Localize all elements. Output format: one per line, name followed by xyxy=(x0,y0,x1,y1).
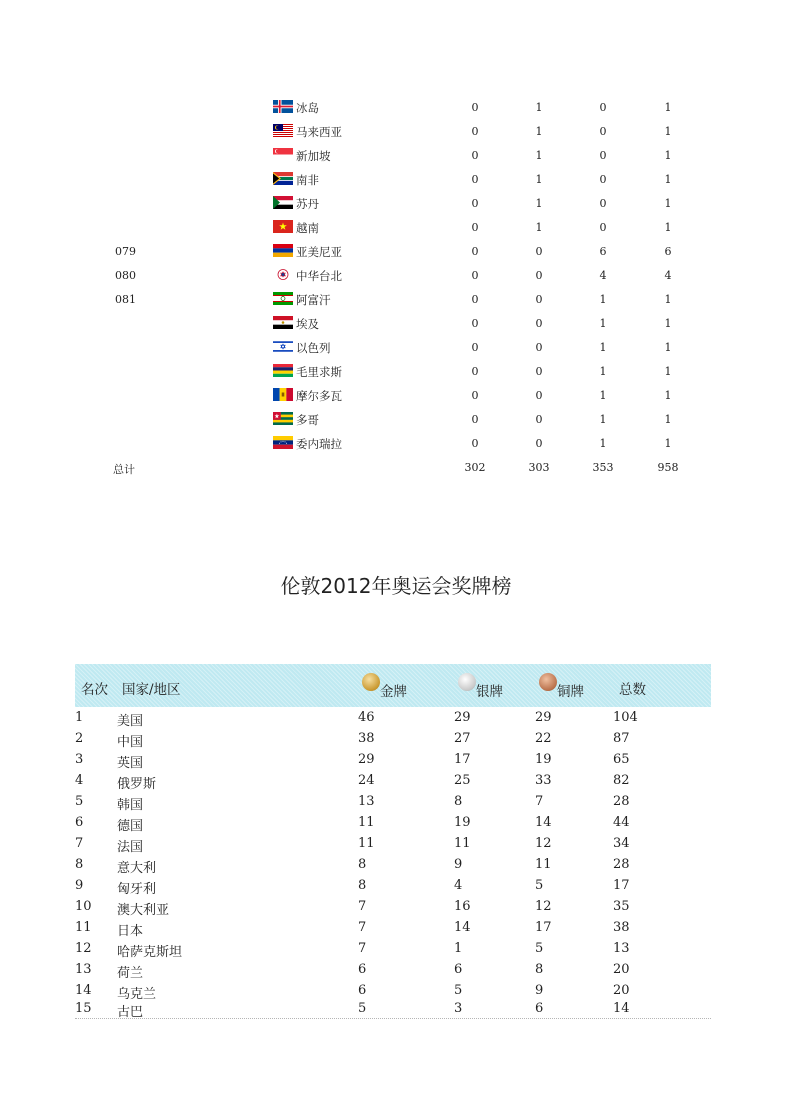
sudan-flag-icon xyxy=(273,196,293,209)
country-name: 阿富汗 xyxy=(296,293,331,307)
bronze-count: 5 xyxy=(535,941,544,956)
table-row xyxy=(0,168,792,192)
bronze-count: 29 xyxy=(535,710,552,725)
country-name: 新加坡 xyxy=(296,149,331,163)
total-count: 28 xyxy=(613,857,630,872)
rank-cell: 081 xyxy=(115,293,136,306)
table-row xyxy=(75,833,711,854)
bronze-count: 12 xyxy=(535,899,552,914)
country-name: 毛里求斯 xyxy=(296,365,342,379)
venezuela-flag-icon xyxy=(273,436,293,449)
mauritius-flag-icon xyxy=(273,364,293,377)
country-name: 委内瑞拉 xyxy=(296,437,342,451)
total-count: 20 xyxy=(613,983,630,998)
header-total: 总数 xyxy=(619,682,646,698)
gold-count: 13 xyxy=(358,794,375,809)
country-name: 意大利 xyxy=(117,861,157,876)
total-count: 35 xyxy=(613,899,630,914)
gold-count: 24 xyxy=(358,773,375,788)
country-name: 亚美尼亚 xyxy=(296,245,342,259)
country-name: 日本 xyxy=(117,924,144,939)
silver-count: 1 xyxy=(535,221,543,234)
rank-cell: 1 xyxy=(75,710,84,725)
rank-cell: 080 xyxy=(115,269,136,282)
country-name: 澳大利亚 xyxy=(117,903,170,918)
gold-count: 7 xyxy=(358,941,367,956)
rank-cell: 14 xyxy=(75,983,92,998)
gold-count: 0 xyxy=(471,125,479,138)
rank-cell: 11 xyxy=(75,920,92,935)
country-name: 多哥 xyxy=(296,413,319,427)
gold-count: 6 xyxy=(358,962,367,977)
gold-count: 5 xyxy=(358,1001,367,1016)
bronze-count: 1 xyxy=(599,437,607,450)
silver-count: 0 xyxy=(535,245,543,258)
total-row xyxy=(0,456,792,480)
table-row xyxy=(75,770,711,791)
total-count: 1 xyxy=(664,293,672,306)
table-row xyxy=(75,938,711,959)
total-count: 1 xyxy=(664,149,672,162)
bronze-count: 14 xyxy=(535,815,552,830)
table-row xyxy=(75,728,711,749)
table-row xyxy=(75,998,711,1019)
header-rank: 名次 xyxy=(81,682,108,698)
silver-count: 14 xyxy=(454,920,471,935)
bronze-count: 7 xyxy=(535,794,544,809)
rank-cell: 9 xyxy=(75,878,84,893)
silver-count: 6 xyxy=(454,962,463,977)
south-africa-flag-icon xyxy=(273,172,293,185)
gold-count: 11 xyxy=(358,836,375,851)
gold-count: 0 xyxy=(471,389,479,402)
silver-count: 1 xyxy=(454,941,463,956)
table-row xyxy=(0,432,792,456)
silver-count: 0 xyxy=(535,437,543,450)
table-row xyxy=(0,216,792,240)
gold-count: 0 xyxy=(471,413,479,426)
table-row xyxy=(0,120,792,144)
total-count: 1 xyxy=(664,221,672,234)
table-row xyxy=(0,144,792,168)
bronze-count: 0 xyxy=(599,173,607,186)
rank-cell: 6 xyxy=(75,815,84,830)
gold-total: 302 xyxy=(464,461,486,474)
table-row xyxy=(75,812,711,833)
gold-count: 8 xyxy=(358,878,367,893)
silver-count: 9 xyxy=(454,857,463,872)
total-count: 1 xyxy=(664,125,672,138)
header-gold: 金牌 xyxy=(380,684,407,700)
total-count: 1 xyxy=(664,173,672,186)
bronze-count: 22 xyxy=(535,731,552,746)
total-label: 总计 xyxy=(113,463,135,476)
gold-count: 0 xyxy=(471,317,479,330)
silver-count: 0 xyxy=(535,413,543,426)
rank-cell: 3 xyxy=(75,752,84,767)
silver-count: 1 xyxy=(535,101,543,114)
table-row xyxy=(0,408,792,432)
header-bronze: 铜牌 xyxy=(557,684,584,700)
silver-count: 1 xyxy=(535,197,543,210)
bronze-count: 1 xyxy=(599,317,607,330)
silver-count: 0 xyxy=(535,365,543,378)
table-row xyxy=(75,749,711,770)
total-count: 1 xyxy=(664,341,672,354)
total-count: 44 xyxy=(613,815,630,830)
silver-count: 1 xyxy=(535,173,543,186)
afghanistan-flag-icon xyxy=(273,292,293,305)
table-row xyxy=(75,875,711,896)
rank-cell: 4 xyxy=(75,773,84,788)
rank-cell: 10 xyxy=(75,899,92,914)
total-count: 38 xyxy=(613,920,630,935)
header-silver: 银牌 xyxy=(476,684,503,700)
gold-count: 7 xyxy=(358,899,367,914)
gold-count: 38 xyxy=(358,731,375,746)
bronze-count: 17 xyxy=(535,920,552,935)
gold-count: 6 xyxy=(358,983,367,998)
country-name: 英国 xyxy=(117,756,144,771)
page-title: 伦敦2012年奥运会奖牌榜 xyxy=(280,574,512,598)
total-count: 87 xyxy=(613,731,630,746)
silver-count: 1 xyxy=(535,149,543,162)
total-count: 1 xyxy=(664,437,672,450)
chinese-taipei-flag-icon xyxy=(273,268,293,281)
bronze-count: 9 xyxy=(535,983,544,998)
total-count: 1 xyxy=(664,197,672,210)
silver-count: 0 xyxy=(535,269,543,282)
country-name: 摩尔多瓦 xyxy=(296,389,342,403)
gold-count: 7 xyxy=(358,920,367,935)
bronze-count: 12 xyxy=(535,836,552,851)
country-name: 中华台北 xyxy=(296,269,342,283)
bronze-count: 0 xyxy=(599,197,607,210)
bronze-count: 0 xyxy=(599,149,607,162)
total-count: 20 xyxy=(613,962,630,977)
silver-count: 19 xyxy=(454,815,471,830)
gold-count: 46 xyxy=(358,710,375,725)
table-header xyxy=(75,664,711,707)
bronze-count: 33 xyxy=(535,773,552,788)
table-row xyxy=(0,384,792,408)
bronze-count: 0 xyxy=(599,101,607,114)
bronze-count: 4 xyxy=(599,269,607,282)
silver-count: 0 xyxy=(535,293,543,306)
country-name: 荷兰 xyxy=(117,966,144,981)
gold-count: 29 xyxy=(358,752,375,767)
bronze-count: 5 xyxy=(535,878,544,893)
total-count: 104 xyxy=(613,710,638,725)
silver-medal-icon xyxy=(458,673,476,691)
total-count: 14 xyxy=(613,1001,630,1016)
egypt-flag-icon xyxy=(273,316,293,329)
country-name: 苏丹 xyxy=(296,197,319,211)
bronze-count: 11 xyxy=(535,857,552,872)
gold-count: 0 xyxy=(471,173,479,186)
total-count: 82 xyxy=(613,773,630,788)
vietnam-flag-icon xyxy=(273,220,293,233)
gold-count: 0 xyxy=(471,149,479,162)
bronze-count: 6 xyxy=(599,245,607,258)
silver-count: 0 xyxy=(535,341,543,354)
silver-count: 3 xyxy=(454,1001,463,1016)
total-count: 1 xyxy=(664,413,672,426)
gold-count: 8 xyxy=(358,857,367,872)
table-row xyxy=(0,312,792,336)
total-count: 1 xyxy=(664,389,672,402)
table-row xyxy=(0,192,792,216)
country-name: 美国 xyxy=(117,714,144,729)
country-name: 德国 xyxy=(117,819,144,834)
bronze-count: 1 xyxy=(599,365,607,378)
table-row xyxy=(75,854,711,875)
country-name: 哈萨克斯坦 xyxy=(117,945,183,960)
silver-total: 303 xyxy=(528,461,550,474)
gold-medal-icon xyxy=(362,673,380,691)
total-count: 1 xyxy=(664,101,672,114)
table-row xyxy=(0,96,792,120)
rank-cell: 5 xyxy=(75,794,84,809)
malaysia-flag-icon xyxy=(273,124,293,137)
bronze-count: 1 xyxy=(599,413,607,426)
gold-count: 0 xyxy=(471,437,479,450)
total-count: 1 xyxy=(664,317,672,330)
rank-cell: 2 xyxy=(75,731,84,746)
gold-count: 0 xyxy=(471,341,479,354)
total-count: 1 xyxy=(664,365,672,378)
grand-total: 958 xyxy=(657,461,679,474)
country-name: 法国 xyxy=(117,840,144,855)
country-name: 埃及 xyxy=(296,317,319,331)
country-name: 乌克兰 xyxy=(117,987,157,1002)
rank-cell: 8 xyxy=(75,857,84,872)
gold-count: 0 xyxy=(471,365,479,378)
bronze-count: 1 xyxy=(599,293,607,306)
gold-count: 0 xyxy=(471,245,479,258)
total-count: 6 xyxy=(664,245,672,258)
country-name: 以色列 xyxy=(296,341,331,355)
table-bottom-border xyxy=(75,1018,711,1019)
gold-count: 0 xyxy=(471,101,479,114)
country-name: 南非 xyxy=(296,173,319,187)
table-row xyxy=(0,336,792,360)
gold-count: 0 xyxy=(471,293,479,306)
total-count: 65 xyxy=(613,752,630,767)
gold-count: 0 xyxy=(471,197,479,210)
country-name: 韩国 xyxy=(117,798,144,813)
total-count: 13 xyxy=(613,941,630,956)
total-count: 4 xyxy=(664,269,672,282)
table-row xyxy=(0,288,792,312)
silver-count: 1 xyxy=(535,125,543,138)
bronze-medal-icon xyxy=(539,673,557,691)
silver-count: 0 xyxy=(535,317,543,330)
silver-count: 5 xyxy=(454,983,463,998)
bronze-count: 0 xyxy=(599,221,607,234)
singapore-flag-icon xyxy=(273,148,293,161)
gold-count: 11 xyxy=(358,815,375,830)
bronze-count: 8 xyxy=(535,962,544,977)
iceland-flag-icon xyxy=(273,100,293,113)
israel-flag-icon xyxy=(273,340,293,353)
moldova-flag-icon xyxy=(273,388,293,401)
header-country: 国家/地区 xyxy=(122,682,181,698)
silver-count: 16 xyxy=(454,899,471,914)
total-count: 34 xyxy=(613,836,630,851)
country-name: 俄罗斯 xyxy=(117,777,157,792)
silver-count: 4 xyxy=(454,878,463,893)
silver-count: 17 xyxy=(454,752,471,767)
table-row xyxy=(75,917,711,938)
gold-count: 0 xyxy=(471,221,479,234)
total-count: 28 xyxy=(613,794,630,809)
togo-flag-icon xyxy=(273,412,293,425)
silver-count: 27 xyxy=(454,731,471,746)
silver-count: 0 xyxy=(535,389,543,402)
silver-count: 11 xyxy=(454,836,471,851)
country-name: 中国 xyxy=(117,735,144,750)
bronze-count: 1 xyxy=(599,341,607,354)
bronze-count: 0 xyxy=(599,125,607,138)
table-row xyxy=(75,791,711,812)
rank-cell: 12 xyxy=(75,941,92,956)
total-count: 17 xyxy=(613,878,630,893)
table-row xyxy=(75,896,711,917)
bronze-count: 19 xyxy=(535,752,552,767)
rank-cell: 7 xyxy=(75,836,84,851)
gold-count: 0 xyxy=(471,269,479,282)
bronze-count: 1 xyxy=(599,389,607,402)
table-row xyxy=(75,959,711,980)
armenia-flag-icon xyxy=(273,244,293,257)
table-row xyxy=(75,707,711,728)
bronze-count: 6 xyxy=(535,1001,544,1016)
country-name: 冰岛 xyxy=(296,101,319,115)
country-name: 古巴 xyxy=(117,1005,144,1020)
country-name: 马来西亚 xyxy=(296,125,342,139)
rank-cell: 15 xyxy=(75,1001,92,1016)
country-name: 匈牙利 xyxy=(117,882,157,897)
rank-cell: 13 xyxy=(75,962,92,977)
rank-cell: 079 xyxy=(115,245,136,258)
country-name: 越南 xyxy=(296,221,319,235)
silver-count: 29 xyxy=(454,710,471,725)
silver-count: 8 xyxy=(454,794,463,809)
table-row xyxy=(0,264,792,288)
table-row xyxy=(0,360,792,384)
table-row xyxy=(0,240,792,264)
silver-count: 25 xyxy=(454,773,471,788)
bronze-total: 353 xyxy=(592,461,614,474)
